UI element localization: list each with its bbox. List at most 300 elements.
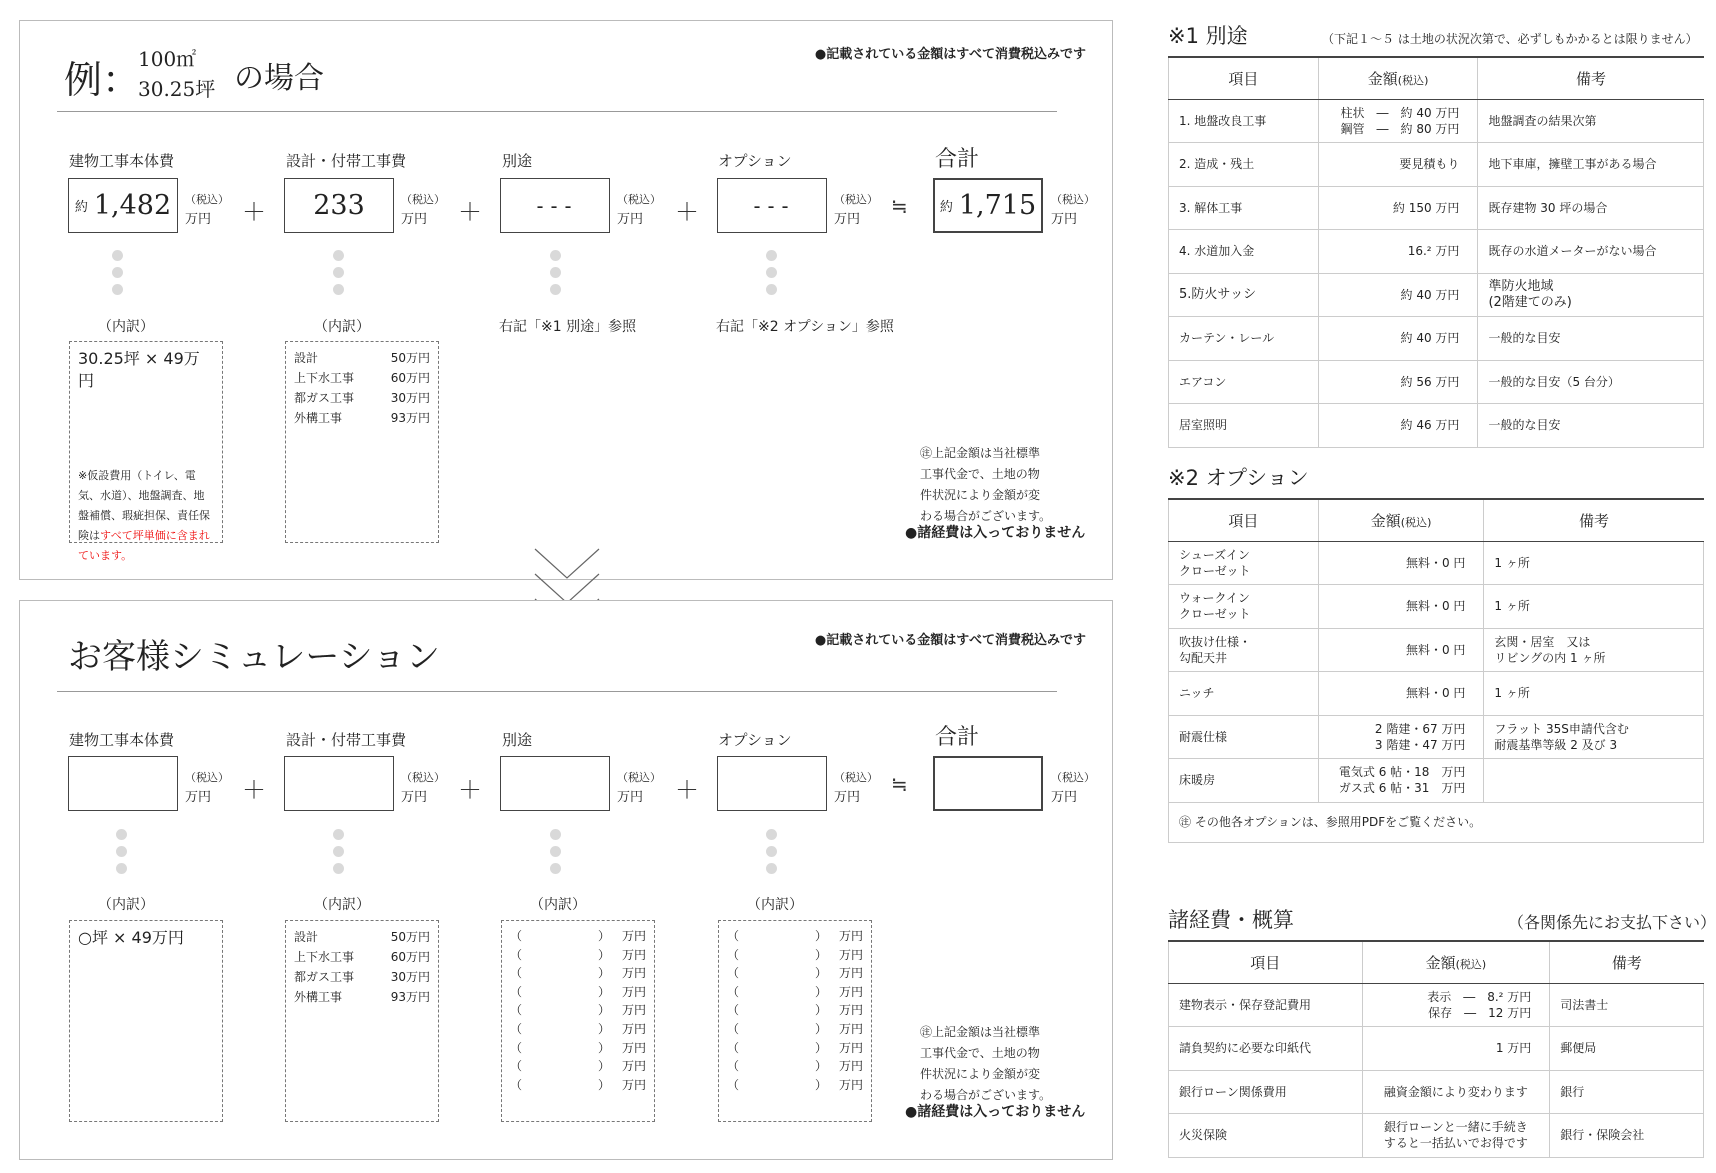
paren-open: （	[727, 1077, 740, 1092]
row-note: 準防火地域 (2階建てのみ)	[1478, 273, 1704, 317]
table-header-row	[1169, 499, 1704, 541]
table-row	[1169, 230, 1704, 274]
ex-body-value-box	[68, 178, 178, 233]
paren-open: （	[510, 984, 523, 999]
caveat-line: 件状況により金額が変	[920, 1067, 1041, 1081]
paren-open: （	[510, 947, 523, 962]
sim-total-input[interactable]	[933, 756, 1043, 811]
ex-caveat-bold	[905, 523, 1085, 544]
ex-label-option: オプション	[718, 152, 792, 170]
paren-open: （	[727, 1021, 740, 1036]
row-amount: 2 階建・67 万円 3 階建・47 万円	[1318, 715, 1484, 759]
table-row	[1169, 628, 1704, 672]
row-amount: 約 46 万円	[1318, 404, 1478, 448]
design-item-name: 外構工事	[294, 990, 343, 1004]
ex-label-design: 設計・付帯工事費	[286, 152, 407, 170]
sim-body-breakdown: ○坪 × 49万円	[78, 928, 184, 947]
row-item: 1. 地盤改良工事	[1169, 99, 1319, 143]
design-item-name: 設計	[294, 930, 319, 944]
blank-unit: 万円	[838, 1077, 863, 1092]
design-item-amount: 93万円	[390, 990, 430, 1004]
row-item: 建物表示・保存登記費用	[1169, 983, 1363, 1027]
design-item-name: 設計	[294, 351, 319, 365]
expenses-table	[1168, 940, 1704, 1158]
row-note: 一般的な目安（5 台分）	[1478, 360, 1704, 404]
paren-open: （	[510, 966, 523, 981]
example-rule	[57, 111, 1057, 112]
blank-field[interactable]	[554, 1076, 598, 1095]
unit-man: 万円	[401, 790, 428, 805]
row-item: カーテン・レール	[1169, 317, 1319, 361]
paren-close: ）	[814, 1040, 827, 1055]
table-row	[1169, 715, 1704, 759]
unit-man: 万円	[1051, 790, 1078, 805]
unit-tax: （税込）	[617, 193, 661, 206]
example-title-suffix: の場合	[234, 61, 324, 96]
ex-betsu-value-box	[500, 178, 610, 233]
ex-unit-option	[834, 190, 878, 230]
blank-unit: 万円	[838, 1040, 863, 1055]
blank-unit: 万円	[838, 1003, 863, 1018]
row-amount: 約 150 万円	[1318, 186, 1478, 230]
blank-field[interactable]	[771, 1076, 815, 1095]
ex-body-breakdown: 30.25坪 × 49万円	[78, 349, 200, 390]
design-item-amount: 93万円	[390, 411, 430, 425]
row-note: 一般的な目安	[1478, 317, 1704, 361]
table-row	[1169, 1114, 1704, 1158]
unit-tax: （税込）	[834, 771, 878, 784]
row-item: 吹抜け仕様・ 勾配天井	[1169, 628, 1319, 672]
row-amount: 要見積もり	[1318, 143, 1478, 187]
paren-close: ）	[597, 1003, 610, 1018]
ex-option-value-box	[717, 178, 827, 233]
ex-breakdown-label-2: （内訳）	[314, 319, 370, 335]
row-item: 床暖房	[1169, 759, 1319, 803]
paren-close: ）	[814, 984, 827, 999]
row-note: 1 ヶ所	[1484, 541, 1704, 585]
example-tax-note: ●記載されている金額はすべて消費税込みです	[814, 47, 1086, 62]
ex-plus-1: ＋	[242, 198, 266, 226]
example-title-prefix: 例：	[64, 58, 141, 102]
ex-total-value-box	[933, 178, 1043, 233]
paren-close: ）	[597, 966, 610, 981]
row-amount: 16.² 万円	[1318, 230, 1478, 274]
unit-tax: （税込）	[617, 771, 661, 784]
blank-field[interactable]	[771, 1039, 815, 1058]
row-amount: 無料・0 円	[1318, 541, 1484, 585]
betsu-title: ※1 別途	[1168, 24, 1248, 48]
ex-total-prefix: 約	[939, 200, 953, 215]
ex-design-item	[294, 388, 430, 408]
paren-open: （	[727, 1040, 740, 1055]
unit-man: 万円	[617, 212, 644, 227]
sim-body-breakdown-box[interactable]	[69, 920, 223, 1122]
caveat-line: わる場合がございます。	[920, 509, 1052, 523]
blank-breakdown-row[interactable]	[510, 983, 646, 1002]
sim-dots-3	[550, 829, 562, 880]
paren-close: ）	[597, 1077, 610, 1092]
blank-breakdown-row[interactable]	[727, 1001, 863, 1020]
blank-breakdown-row[interactable]	[510, 1076, 646, 1095]
blank-unit: 万円	[621, 1059, 646, 1074]
blank-field[interactable]	[554, 1020, 598, 1039]
blank-breakdown-row[interactable]	[510, 927, 646, 946]
design-item-name: 上下水工事	[294, 950, 355, 964]
sim-design-breakdown-box	[285, 920, 439, 1122]
row-item: 2. 造成・残土	[1169, 143, 1319, 187]
blank-field[interactable]	[771, 1020, 815, 1039]
row-amount: 銀行ローンと一緒に手続き すると一括払いでお得です	[1362, 1114, 1550, 1158]
blank-unit: 万円	[838, 929, 863, 943]
paren-open: （	[727, 966, 740, 981]
row-item: エアコン	[1169, 360, 1319, 404]
sim-design-item	[294, 987, 430, 1007]
paren-close: ）	[597, 947, 610, 962]
blank-breakdown-row[interactable]	[510, 1020, 646, 1039]
paren-open: （	[727, 1059, 740, 1074]
paren-close: ）	[814, 929, 827, 943]
unit-tax: （税込）	[401, 771, 445, 784]
blank-field[interactable]	[554, 1001, 598, 1020]
ex-ref-betsu: 右記「※1 別途」参照	[499, 319, 637, 335]
blank-field[interactable]	[771, 1057, 815, 1076]
row-note: 既存建物 30 坪の場合	[1478, 186, 1704, 230]
unit-man: 万円	[401, 212, 428, 227]
paren-close: ）	[597, 929, 610, 943]
blank-breakdown-row[interactable]	[727, 1057, 863, 1076]
sim-unit-total	[1051, 768, 1095, 808]
simulation-title: お客様シミュレーション	[68, 637, 440, 677]
blank-unit: 万円	[621, 1040, 646, 1055]
row-item: 請負契約に必要な印紙代	[1169, 1027, 1363, 1071]
ex-dots-1	[112, 250, 124, 301]
row-amount: 1 万円	[1362, 1027, 1550, 1071]
row-amount: 無料・0 円	[1318, 628, 1484, 672]
col-header-amount: 金額(税込)	[1318, 57, 1478, 99]
sim-design-input[interactable]	[284, 756, 394, 811]
ex-body-value: 1,482	[93, 190, 172, 221]
sim-dots-2	[333, 829, 345, 880]
row-note: 1 ヶ所	[1484, 672, 1704, 716]
design-item-name: 都ガス工事	[294, 391, 355, 405]
table-row	[1169, 983, 1704, 1027]
blank-unit: 万円	[621, 966, 646, 981]
paren-close: ）	[597, 1040, 610, 1055]
blank-field[interactable]	[771, 1001, 815, 1020]
blank-breakdown-row[interactable]	[727, 927, 863, 946]
blank-breakdown-row[interactable]	[727, 964, 863, 983]
row-item: ニッチ	[1169, 672, 1319, 716]
col-header-note: 備考	[1550, 941, 1704, 983]
unit-man: 万円	[185, 790, 212, 805]
blank-field[interactable]	[554, 964, 598, 983]
row-note: 玄関・居室 又は リビングの内 1 ヶ所	[1484, 628, 1704, 672]
expenses-subtitle: （各関係先にお支払下さい）	[1508, 913, 1716, 932]
sim-betsu-breakdown-box[interactable]	[501, 920, 655, 1122]
row-amount: 無料・0 円	[1318, 585, 1484, 629]
blank-unit: 万円	[838, 1059, 863, 1074]
blank-breakdown-row[interactable]	[510, 964, 646, 983]
option-title: ※2 オプション	[1168, 466, 1309, 490]
blank-unit: 万円	[838, 1021, 863, 1036]
unit-man: 万円	[834, 790, 861, 805]
sim-approx: ≒	[891, 772, 908, 796]
ex-design-item	[294, 368, 430, 388]
sim-option-input[interactable]	[717, 756, 827, 811]
sim-unit-betsu	[617, 768, 661, 808]
design-item-amount: 30万円	[390, 391, 430, 405]
sim-plus-1: ＋	[242, 776, 266, 804]
sim-caveat-bold	[905, 1102, 1085, 1123]
blank-unit: 万円	[621, 1077, 646, 1092]
caveat-bold-text: ●諸経費は入っておりません	[905, 1104, 1086, 1120]
ex-caveat	[920, 443, 1051, 527]
row-item: 居室照明	[1169, 404, 1319, 448]
table-row	[1169, 585, 1704, 629]
sim-design-item	[294, 927, 430, 947]
blank-breakdown-row[interactable]	[727, 946, 863, 965]
sim-label-body: 建物工事本体費	[69, 731, 175, 749]
row-amount: 約 40 万円	[1318, 273, 1478, 317]
ex-dots-2	[333, 250, 345, 301]
design-item-name: 上下水工事	[294, 371, 355, 385]
col-header-note: 備考	[1484, 499, 1704, 541]
table-row	[1169, 143, 1704, 187]
blank-unit: 万円	[621, 929, 646, 943]
caveat-bold-text: ●諸経費は入っておりません	[905, 525, 1086, 541]
row-amount: 融資金額により変わります	[1362, 1070, 1550, 1114]
sim-plus-3: ＋	[675, 776, 699, 804]
unit-tax: （税込）	[185, 193, 229, 206]
col-header-item: 項目	[1169, 57, 1319, 99]
design-item-amount: 60万円	[390, 950, 430, 964]
ex-label-total: 合計	[935, 147, 980, 172]
paren-open: （	[727, 947, 740, 962]
ex-option-value: ---	[750, 193, 794, 218]
sim-dots-1	[116, 829, 128, 880]
caveat-line: ㊟上記金額は当社標準	[920, 446, 1041, 460]
ex-design-item	[294, 348, 430, 368]
ex-unit-body	[185, 190, 229, 230]
row-item: 5.防火サッシ	[1169, 273, 1319, 317]
sim-label-betsu: 別途	[502, 731, 533, 749]
unit-tax: （税込）	[1051, 193, 1095, 206]
row-note: 郵便局	[1550, 1027, 1704, 1071]
ex-betsu-value: ---	[533, 193, 577, 218]
blank-breakdown-row[interactable]	[510, 946, 646, 965]
design-item-amount: 50万円	[390, 351, 430, 365]
row-note: 銀行・保険会社	[1550, 1114, 1704, 1158]
blank-field[interactable]	[554, 1039, 598, 1058]
option-table	[1168, 498, 1704, 843]
ex-design-value: 233	[313, 190, 365, 221]
paren-open: （	[510, 1059, 523, 1074]
caveat-line: わる場合がございます。	[920, 1088, 1052, 1102]
row-amount: 柱状 ― 約 40 万円 鋼管 ― 約 80 万円	[1318, 99, 1478, 143]
paren-open: （	[510, 1077, 523, 1092]
sim-breakdown-label-2: （内訳）	[314, 897, 370, 913]
row-amount: 電気式 6 帖・18 万円 ガス式 6 帖・31 万円	[1318, 759, 1484, 803]
ex-total-value: 1,715	[958, 190, 1037, 221]
row-note: 既存の水道メーターがない場合	[1478, 230, 1704, 274]
paren-close: ）	[814, 1077, 827, 1092]
sim-betsu-input[interactable]	[500, 756, 610, 811]
sim-label-option: オプション	[718, 731, 792, 749]
paren-open: （	[510, 929, 523, 943]
row-note	[1484, 759, 1704, 803]
ex-design-item	[294, 408, 430, 428]
table-row	[1169, 404, 1704, 448]
ex-body-note	[78, 466, 214, 566]
sim-dots-4	[766, 829, 778, 880]
table-row	[1169, 360, 1704, 404]
paren-close: ）	[814, 947, 827, 962]
blank-breakdown-row[interactable]	[727, 1039, 863, 1058]
ex-unit-betsu	[617, 190, 661, 230]
design-item-amount: 50万円	[390, 930, 430, 944]
col-header-amount: 金額(税込)	[1318, 499, 1484, 541]
row-amount: 無料・0 円	[1318, 672, 1484, 716]
sim-design-item	[294, 967, 430, 987]
row-item: 火災保険	[1169, 1114, 1363, 1158]
blank-breakdown-row[interactable]	[510, 1001, 646, 1020]
unit-tax: （税込）	[834, 193, 878, 206]
blank-field[interactable]	[554, 927, 598, 946]
sim-unit-body	[185, 768, 229, 808]
paren-close: ）	[597, 1059, 610, 1074]
unit-tax: （税込）	[1051, 771, 1095, 784]
col-header-amount: 金額(税込)	[1362, 941, 1550, 983]
ex-dots-3	[550, 250, 562, 301]
blank-field[interactable]	[554, 983, 598, 1002]
table-row	[1169, 672, 1704, 716]
unit-man: 万円	[834, 212, 861, 227]
blank-field[interactable]	[554, 1057, 598, 1076]
sim-breakdown-label-1: （内訳）	[98, 897, 154, 913]
paren-close: ）	[597, 984, 610, 999]
caveat-line: 工事代金で、土地の物	[920, 1046, 1040, 1060]
row-note: フラット 35S申請代含む 耐震基準等級 2 及び 3	[1484, 715, 1704, 759]
table-row	[1169, 541, 1704, 585]
paren-close: ）	[814, 1059, 827, 1074]
paren-open: （	[727, 929, 740, 943]
table-row	[1169, 99, 1704, 143]
paren-close: ）	[814, 966, 827, 981]
unit-man: 万円	[185, 212, 212, 227]
row-note: 一般的な目安	[1478, 404, 1704, 448]
design-item-amount: 30万円	[390, 970, 430, 984]
caveat-line: ㊟上記金額は当社標準	[920, 1025, 1041, 1039]
paren-close: ）	[814, 1021, 827, 1036]
blank-field[interactable]	[554, 946, 598, 965]
ex-plus-3: ＋	[675, 198, 699, 226]
table-row	[1169, 273, 1704, 317]
blank-breakdown-row[interactable]	[727, 1076, 863, 1095]
col-header-item: 項目	[1169, 941, 1363, 983]
row-item: シューズイン クローゼット	[1169, 541, 1319, 585]
ex-body-prefix: 約	[74, 200, 88, 215]
blank-field[interactable]	[771, 927, 815, 946]
blank-unit: 万円	[621, 947, 646, 962]
row-note: 銀行	[1550, 1070, 1704, 1114]
ex-dots-4	[766, 250, 778, 301]
table-header-row	[1169, 57, 1704, 99]
sim-body-input[interactable]	[68, 756, 178, 811]
betsu-subtitle: （下記１～５ は土地の状況次第で、必ずしもかかるとは限りません）	[1322, 32, 1698, 46]
row-amount: 約 56 万円	[1318, 360, 1478, 404]
paren-open: （	[727, 984, 740, 999]
blank-field[interactable]	[771, 983, 815, 1002]
table-row	[1169, 317, 1704, 361]
unit-man: 万円	[1051, 212, 1078, 227]
paren-open: （	[510, 1021, 523, 1036]
ex-body-note-red: すべて坪単価に含まれています。	[78, 529, 210, 562]
table-footer-row	[1169, 802, 1704, 842]
sim-breakdown-label-4: （内訳）	[747, 897, 803, 913]
caveat-line: 工事代金で、土地の物	[920, 467, 1040, 481]
sim-tax-note: ●記載されている金額はすべて消費税込みです	[814, 633, 1086, 648]
example-area-tsubo: 30.25坪	[138, 77, 216, 101]
betsu-table	[1168, 56, 1704, 448]
row-note: 1 ヶ所	[1484, 585, 1704, 629]
expenses-title: 諸経費・概算	[1168, 908, 1294, 932]
table-row	[1169, 1027, 1704, 1071]
ex-ref-option: 右記「※2 オプション」参照	[716, 319, 894, 335]
row-item: ウォークイン クローゼット	[1169, 585, 1319, 629]
blank-breakdown-row[interactable]	[510, 1039, 646, 1058]
blank-breakdown-row[interactable]	[727, 983, 863, 1002]
sim-unit-option	[834, 768, 878, 808]
blank-breakdown-row[interactable]	[510, 1057, 646, 1076]
sim-design-item	[294, 947, 430, 967]
ex-unit-total	[1051, 190, 1095, 230]
blank-unit: 万円	[621, 1003, 646, 1018]
design-item-name: 都ガス工事	[294, 970, 355, 984]
row-note: 地盤調査の結果次第	[1478, 99, 1704, 143]
blank-breakdown-row[interactable]	[727, 1020, 863, 1039]
paren-open: （	[510, 1003, 523, 1018]
blank-unit: 万円	[838, 984, 863, 999]
table-row	[1169, 1070, 1704, 1114]
ex-design-breakdown-box	[285, 341, 439, 543]
sim-option-breakdown-box[interactable]	[718, 920, 872, 1122]
unit-tax: （税込）	[185, 771, 229, 784]
ex-label-body: 建物工事本体費	[69, 152, 175, 170]
blank-field[interactable]	[771, 964, 815, 983]
ex-body-note-black: ※仮設費用（トイレ、電気、水道）、地盤調査、地盤補償、瑕疵担保、責任保険は	[78, 469, 210, 542]
row-item: 3. 解体工事	[1169, 186, 1319, 230]
blank-field[interactable]	[771, 946, 815, 965]
row-item: 4. 水道加入金	[1169, 230, 1319, 274]
table-header-row	[1169, 941, 1704, 983]
ex-plus-2: ＋	[458, 198, 482, 226]
sim-unit-design	[401, 768, 445, 808]
col-header-item: 項目	[1169, 499, 1319, 541]
row-item: 銀行ローン関係費用	[1169, 1070, 1363, 1114]
ex-label-betsu: 別途	[502, 152, 533, 170]
ex-approx: ≒	[891, 194, 908, 218]
paren-close: ）	[597, 1021, 610, 1036]
blank-unit: 万円	[621, 1021, 646, 1036]
sim-plus-2: ＋	[458, 776, 482, 804]
caveat-line: 件状況により金額が変	[920, 488, 1041, 502]
blank-unit: 万円	[838, 966, 863, 981]
ex-design-value-box	[284, 178, 394, 233]
row-item: 耐震仕様	[1169, 715, 1319, 759]
sim-label-design: 設計・付帯工事費	[286, 731, 407, 749]
unit-tax: （税込）	[401, 193, 445, 206]
row-note: 司法書士	[1550, 983, 1704, 1027]
